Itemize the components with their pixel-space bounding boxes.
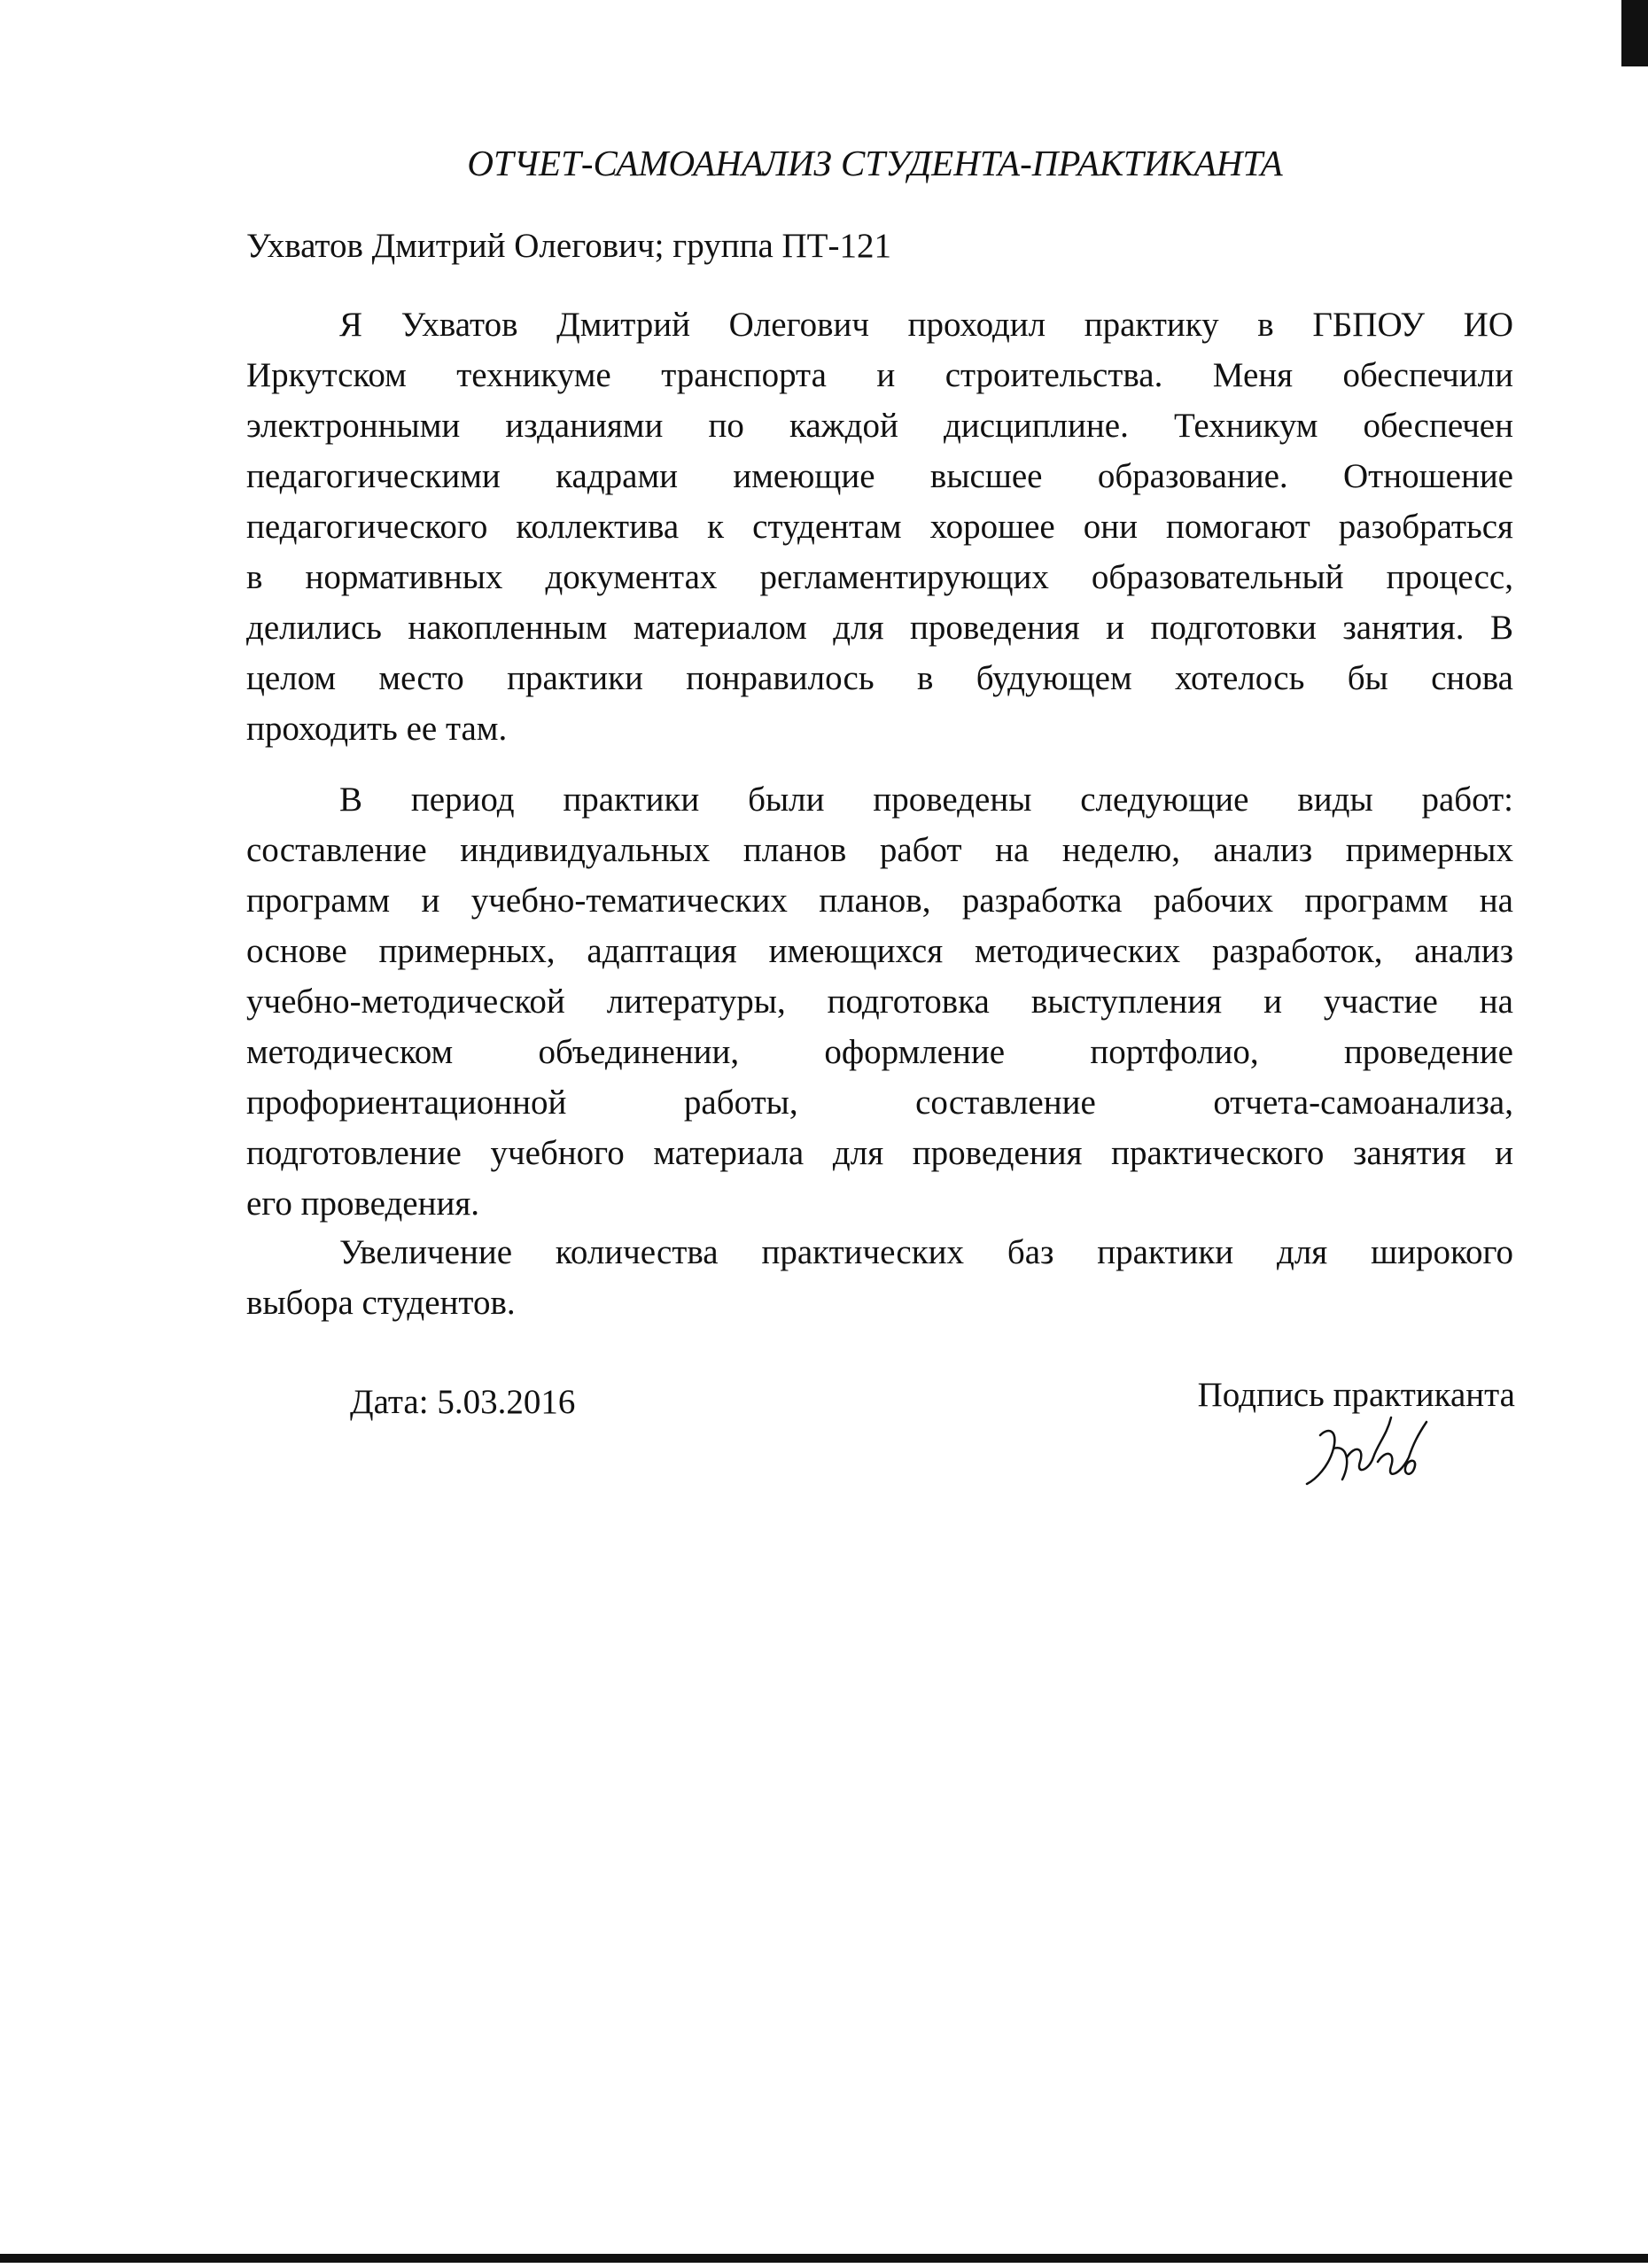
student-info: Ухватов Дмитрий Олегович; группа ПТ-121: [246, 227, 891, 265]
paragraph-line: Я Ухватов Дмитрий Олегович проходил практику в ГБПОУ ИО: [339, 306, 1513, 344]
scan-edge-line: [0, 2254, 1648, 2263]
paragraph-line: методическом объединении, оформление портфолио, проведение: [246, 1033, 1513, 1071]
scan-edge-mark: [1621, 0, 1648, 66]
paragraph-line: Увеличение количества практических баз практики для широкого: [339, 1233, 1513, 1271]
paragraph-line: педагогическими кадрами имеющие высшее образование. Отношение: [246, 457, 1513, 495]
paragraph-line: делились накопленным материалом для проведения и подготовки занятия. В: [246, 609, 1513, 647]
signature-label: Подпись практиканта: [1197, 1376, 1515, 1414]
paragraph-line: В период практики были проведены следующие виды работ:: [339, 781, 1513, 819]
paragraph-line: проходить ее там.: [246, 710, 508, 748]
paragraph-line: составление индивидуальных планов работ на неделю, анализ примерных: [246, 831, 1513, 869]
paragraph-line: подготовление учебного материала для проведения практического занятия и: [246, 1134, 1513, 1172]
paragraph-line: учебно-методической литературы, подготовка выступления и участие на: [246, 983, 1513, 1021]
report-date: Дата: 5.03.2016: [350, 1383, 576, 1421]
paragraph-line: электронными изданиями по каждой дисциплине. Техникум обеспечен: [246, 407, 1513, 445]
paragraph-line: его проведения.: [246, 1184, 480, 1223]
paragraph-line: программ и учебно-тематических планов, разработка рабочих программ на: [246, 882, 1513, 920]
paragraph-line: педагогического коллектива к студентам хорошее они помогают разобраться: [246, 508, 1513, 546]
paragraph-line: основе примерных, адаптация имеющихся методических разработок, анализ: [246, 932, 1513, 970]
paragraph-line: целом место практики понравилось в будующем хотелось бы снова: [246, 659, 1513, 697]
paragraph-line: профориентационной работы, составление отчета-самоанализа,: [246, 1084, 1513, 1122]
paragraph-line: Иркутском техникуме транспорта и строительства. Меня обеспечили: [246, 356, 1513, 394]
paragraph-line: в нормативных документах регламентирующих образовательный процесс,: [246, 558, 1513, 596]
signature-image: [1302, 1409, 1444, 1488]
document-title: ОТЧЕТ-САМОАНАЛИЗ СТУДЕНТА-ПРАКТИКАНТА: [467, 143, 1283, 183]
paragraph-line: выбора студентов.: [246, 1284, 516, 1322]
